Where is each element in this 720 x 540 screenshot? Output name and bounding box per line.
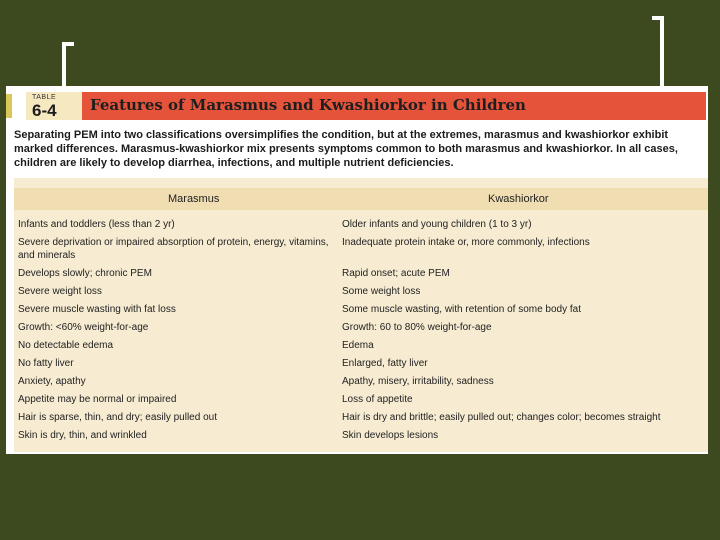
table-title: Features of Marasmus and Kwashiorkor in Children [90, 96, 526, 114]
table-row [14, 393, 708, 406]
table-row [14, 285, 708, 298]
column-header-kwashiorkor: Kwashiorkor [488, 193, 549, 205]
table-row [14, 339, 708, 352]
cell-marasmus: No fatty liver [18, 358, 74, 369]
table-row [14, 321, 708, 334]
table-body [14, 218, 708, 442]
table-row [14, 411, 708, 424]
cell-marasmus: Skin is dry, thin, and wrinkled [18, 430, 147, 441]
cell-kwashiorkor: Edema [342, 340, 374, 351]
left-bracket-decoration [62, 42, 74, 90]
cell-kwashiorkor: Rapid onset; acute PEM [342, 268, 450, 279]
table-row [14, 357, 708, 370]
cell-kwashiorkor: Apathy, misery, irritability, sadness [342, 376, 494, 387]
cell-marasmus: Severe weight loss [18, 286, 102, 297]
cell-kwashiorkor: Loss of appetite [342, 394, 413, 405]
cell-marasmus: Anxiety, apathy [18, 376, 86, 387]
title-bar [82, 92, 706, 120]
table-row [14, 218, 708, 231]
slide-content [6, 86, 708, 454]
cell-kwashiorkor: Older infants and young children (1 to 3 yr) [342, 219, 532, 230]
accent-bar [6, 94, 12, 118]
cell-marasmus: Severe deprivation or impaired absorption of protein, energy, vitamins, and minerals [18, 237, 329, 261]
cell-kwashiorkor: Inadequate protein intake or, more commonly, infections [342, 237, 590, 248]
table-number: 6-4 [32, 101, 57, 120]
column-header-marasmus: Marasmus [168, 193, 220, 205]
comparison-table [14, 178, 708, 452]
table-header-row [14, 188, 708, 210]
intro-text: Separating PEM into two classifications oversimplifies the condition, but at the extremes, marasmus and kwashiorkor exhibit marked differences. Marasmus-kwashiorkor mix presents symptoms common to both marasmus and kwashiorkor. In all cases, children are likely to develop diarrhea, infections, and multiple nutrient deficiencies. [14, 129, 678, 169]
cell-kwashiorkor: Skin develops lesions [342, 430, 439, 441]
cell-marasmus: Infants and toddlers (less than 2 yr) [18, 219, 175, 230]
cell-kwashiorkor: Some muscle wasting, with retention of some body fat [342, 304, 582, 315]
cell-marasmus: Growth: <60% weight-for-age [18, 322, 149, 333]
cell-kwashiorkor: Some weight loss [342, 286, 421, 297]
cell-kwashiorkor: Hair is dry and brittle; easily pulled out; changes color; becomes straight [342, 412, 661, 423]
table-row [14, 375, 708, 388]
cell-kwashiorkor: Growth: 60 to 80% weight-for-age [342, 322, 492, 333]
cell-kwashiorkor: Enlarged, fatty liver [342, 358, 428, 369]
cell-marasmus: Appetite may be normal or impaired [18, 394, 177, 405]
cell-marasmus: Hair is sparse, thin, and dry; easily pulled out [18, 412, 217, 423]
table-number-box [26, 92, 82, 120]
table-row [14, 303, 708, 316]
table-row [14, 236, 708, 262]
cell-marasmus: Develops slowly; chronic PEM [18, 268, 152, 279]
table-row [14, 429, 708, 442]
table-label: TABLE [32, 94, 57, 101]
cell-marasmus: Severe muscle wasting with fat loss [18, 304, 176, 315]
table-row [14, 267, 708, 280]
cell-marasmus: No detectable edema [18, 340, 114, 351]
